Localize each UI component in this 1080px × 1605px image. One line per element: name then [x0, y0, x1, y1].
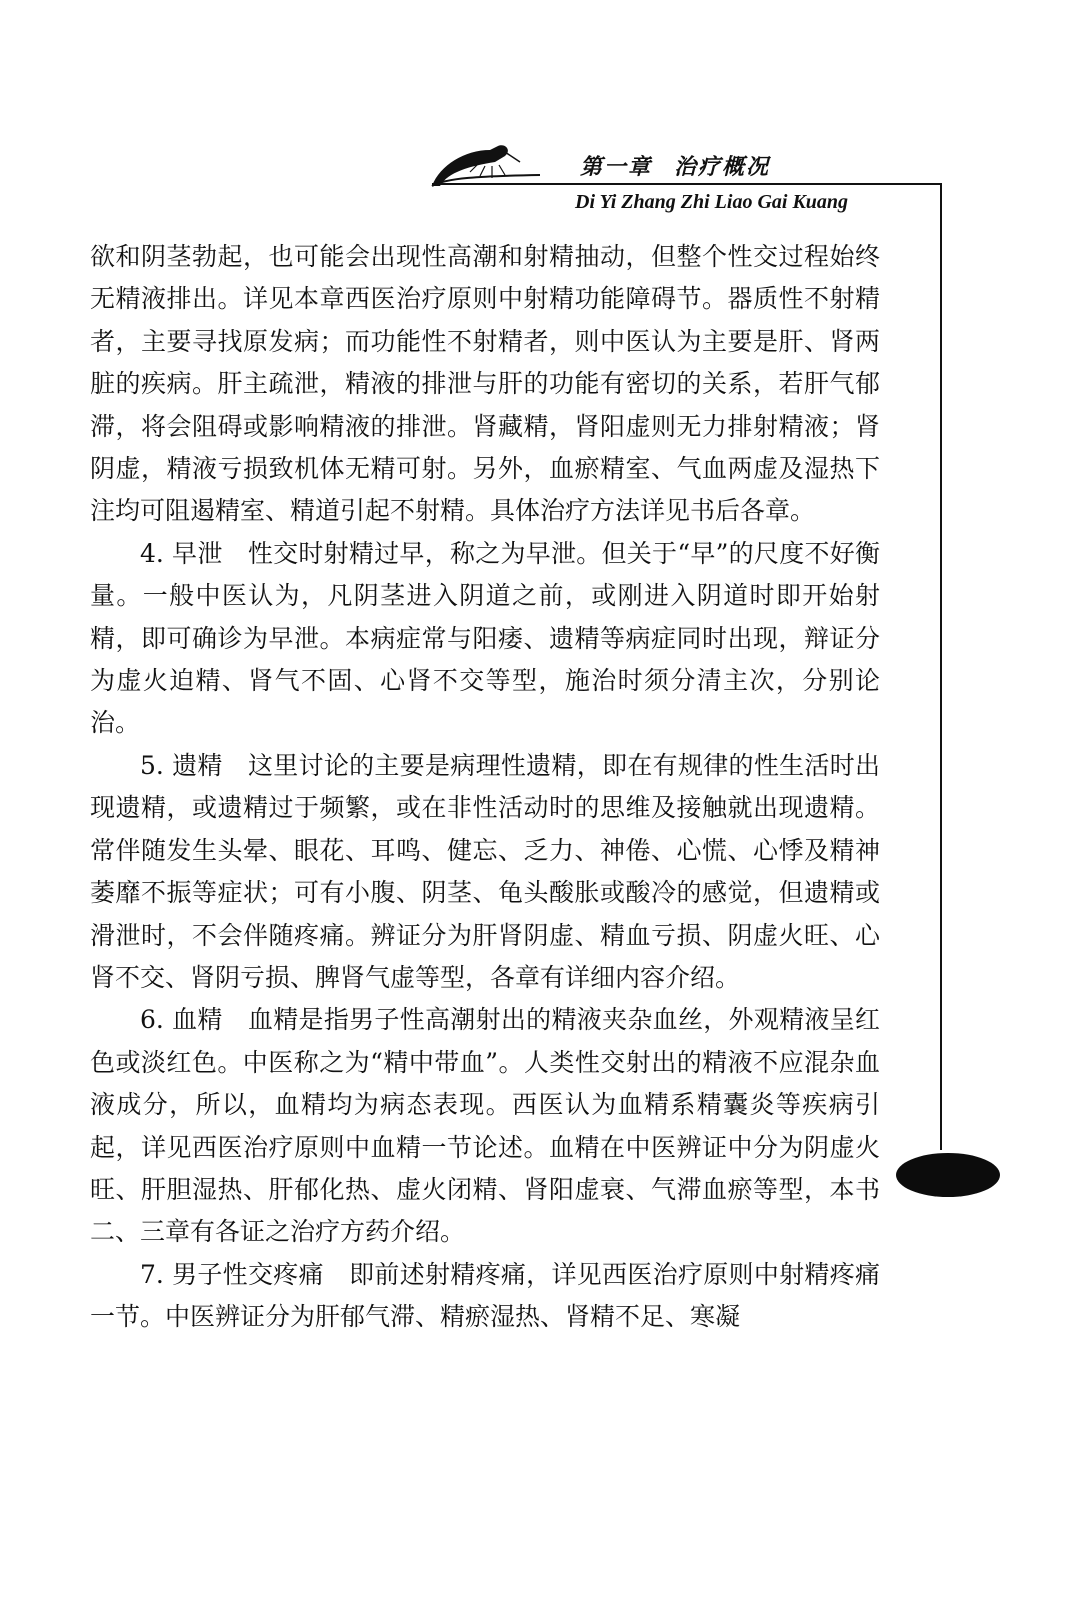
chapter-number: 第一章	[580, 154, 653, 180]
chapter-pinyin: Di Yi Zhang Zhi Liao Gai Kuang	[575, 191, 849, 213]
thumb-tab	[896, 1153, 1000, 1197]
paragraph-dyspareunia: 7. 男子性交疼痛 即前述射精疼痛，详见西医治疗原则中射精疼痛一节。中医辨证分为肝郁气滞、精瘀湿热、肾精不足、寒凝	[90, 1259, 880, 1332]
chapter-title	[580, 150, 770, 181]
paragraph-premature-ejaculation: 4. 早泄 性交时射精过早，称之为早泄。但关于“早”的尺度不好衡量。一般中医认为，凡阴茎进入阴道之前，或刚进入阴道时即开始射精，即可确诊为早泄。本病症常与阳痿、遗精等病症同时出现，辩证分为虚火迫精、肾气不固、心肾不交等型，施治时须分清主次，分别论治。	[90, 538, 880, 738]
lamp-icon	[432, 145, 540, 186]
chapter-subtitle: 治疗概况	[674, 154, 771, 180]
paragraph-spermatorrhea: 5. 遗精 这里讨论的主要是病理性遗精，即在有规律的性生活时出现遗精，或遗精过于频繁，或在非性活动时的思维及接触就出现遗精。常伴随发生头晕、眼花、耳鸣、健忘、乏力、神倦、心慌、心悸及精神萎靡不振等症状；可有小腹、阴茎、龟头酸胀或酸冷的感觉，但遗精或滑泄时，不会伴随疼痛。辨证分为肝肾阴虚、精血亏损、阴虚火旺、心肾不交、肾阴亏损、脾肾气虚等型，各章有详细内容介绍。	[90, 750, 880, 992]
paragraph-hematospermia: 6. 血精 血精是指男子性高潮射出的精液夹杂血丝，外观精液呈红色或淡红色。中医称之为“精中带血”。人类性交射出的精液不应混杂血液成分，所以，血精均为病态表现。西医认为血精系精囊炎等疾病引起，详见西医治疗原则中血精一节论述。血精在中医辨证中分为阴虚火旺、肝胆湿热、肝郁化热、虚火闭精、肾阳虚衰、气滞血瘀等型，本书二、三章有各证之治疗方药介绍。	[90, 1005, 880, 1247]
paragraph-continued: 欲和阴茎勃起，也可能会出现性高潮和射精抽动，但整个性交过程始终无精液排出。详见本章西医治疗原则中射精功能障碍节。器质性不射精者，主要寻找原发病；而功能性不射精者，则中医认为主要是肝、肾两脏的疾病。肝主疏泄，精液的排泄与肝的功能有密切的关系，若肝气郁滞，将会阻碍或影响精液的排泄。肾藏精，肾阳虚则无力排射精液；肾阴虚，精液亏损致机体无精可射。另外，血瘀精室、气血两虚及湿热下注均可阻遏精室、精道引起不射精。具体治疗方法详见书后各章。	[90, 242, 880, 526]
body-text	[90, 236, 880, 1339]
